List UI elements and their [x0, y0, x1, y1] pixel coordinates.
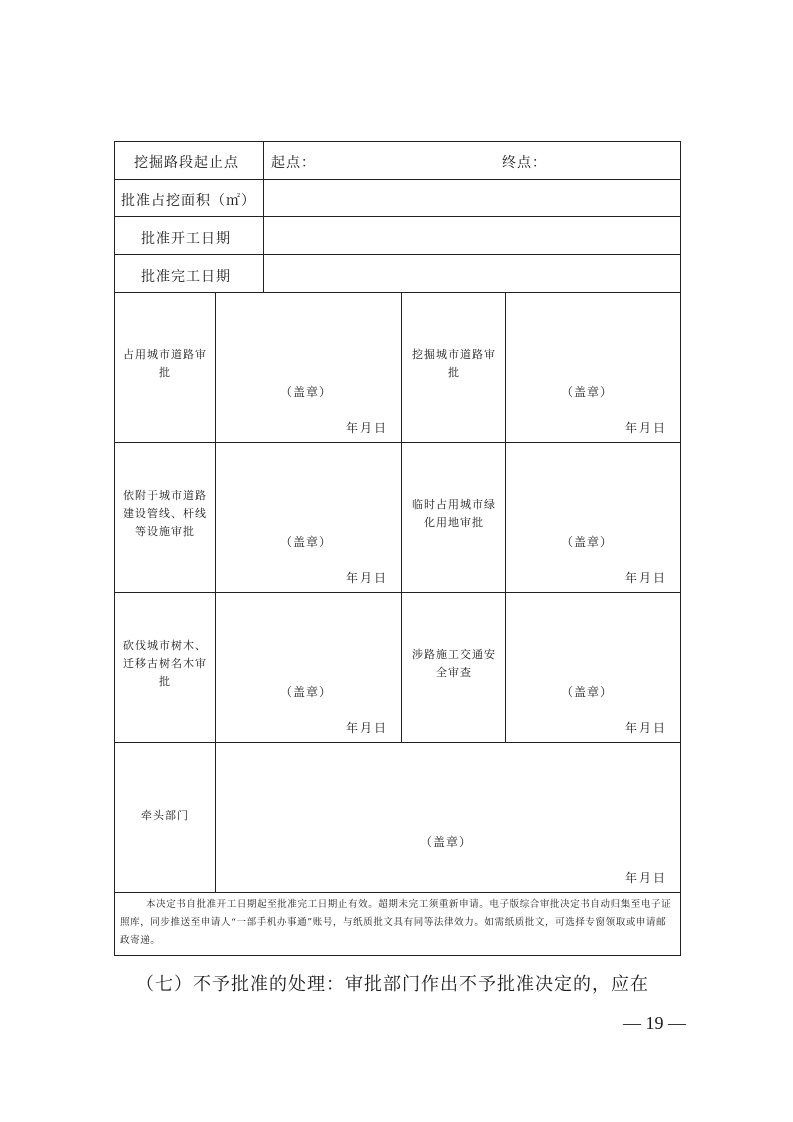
- seal-placeholder: （盖章）: [280, 535, 333, 549]
- seal-placeholder: （盖章）: [280, 385, 333, 399]
- date-placeholder: 年月日: [346, 421, 389, 435]
- table-border-bottom: [114, 955, 681, 956]
- approval-label-green-land: 临时占用城市绿化用地审批: [412, 498, 496, 529]
- table-border-top: [114, 141, 681, 142]
- table-rule: [114, 742, 681, 743]
- table-rule: [114, 254, 681, 255]
- table-border-left: [114, 141, 115, 956]
- body-paragraph: （七）不予批准的处理：审批部门作出不予批准决定的，应在: [136, 974, 649, 995]
- page-number: — 19 —: [623, 1013, 686, 1033]
- approval-label-road-occupation: 占用城市道路审批: [123, 348, 207, 379]
- date-placeholder: 年月日: [625, 421, 668, 435]
- table-rule: [401, 292, 402, 742]
- table-rule: [114, 179, 681, 180]
- end-point-label: 终点：: [502, 155, 547, 171]
- seal-placeholder: （盖章）: [561, 535, 614, 549]
- table-rule: [263, 141, 264, 292]
- date-placeholder: 年月日: [625, 721, 668, 735]
- start-point-label: 起点：: [271, 155, 316, 171]
- validity-note: 本决定书自批准开工日期起至批准完工日期止有效。超期未完工须重新申请。电子版综合审批决定书自动归集至电子证照库，同步推送至申请人“一部手机办事通”账号，与纸质批文具有同等法律效力。如需纸质批文，可选择专窗领取或申请邮政寄递。: [120, 899, 672, 946]
- table-rule: [114, 292, 681, 293]
- seal-placeholder: （盖章）: [561, 385, 614, 399]
- table-rule: [114, 216, 681, 217]
- table-rule: [215, 292, 216, 892]
- row-label-end-date: 批准完工日期: [141, 269, 231, 285]
- seal-placeholder: （盖章）: [420, 835, 473, 849]
- table-rule: [505, 292, 506, 742]
- date-placeholder: 年月日: [346, 571, 389, 585]
- table-rule: [114, 592, 681, 593]
- date-placeholder: 年月日: [346, 721, 389, 735]
- row-label-excavation-section: 挖掘路段起止点: [134, 155, 239, 171]
- approval-label-tree-felling: 砍伐城市树木、迁移古树名木审批: [123, 639, 207, 688]
- approval-label-pipeline-facilities: 依附于城市道路建设管线、杆线等设施审批: [123, 489, 207, 538]
- table-border-right: [680, 141, 681, 956]
- date-placeholder: 年月日: [625, 571, 668, 585]
- row-label-approved-area: 批准占挖面积（㎡）: [121, 193, 256, 209]
- seal-placeholder: （盖章）: [561, 685, 614, 699]
- date-placeholder: 年月日: [625, 871, 668, 885]
- approval-label-traffic-safety: 涉路施工交通安全审查: [412, 648, 496, 679]
- table-rule: [114, 442, 681, 443]
- approval-label-road-excavation: 挖掘城市道路审批: [412, 348, 496, 379]
- lead-department-label: 牵头部门: [141, 809, 189, 822]
- seal-placeholder: （盖章）: [280, 685, 333, 699]
- approval-decision-table: [114, 141, 681, 956]
- row-label-start-date: 批准开工日期: [141, 231, 231, 247]
